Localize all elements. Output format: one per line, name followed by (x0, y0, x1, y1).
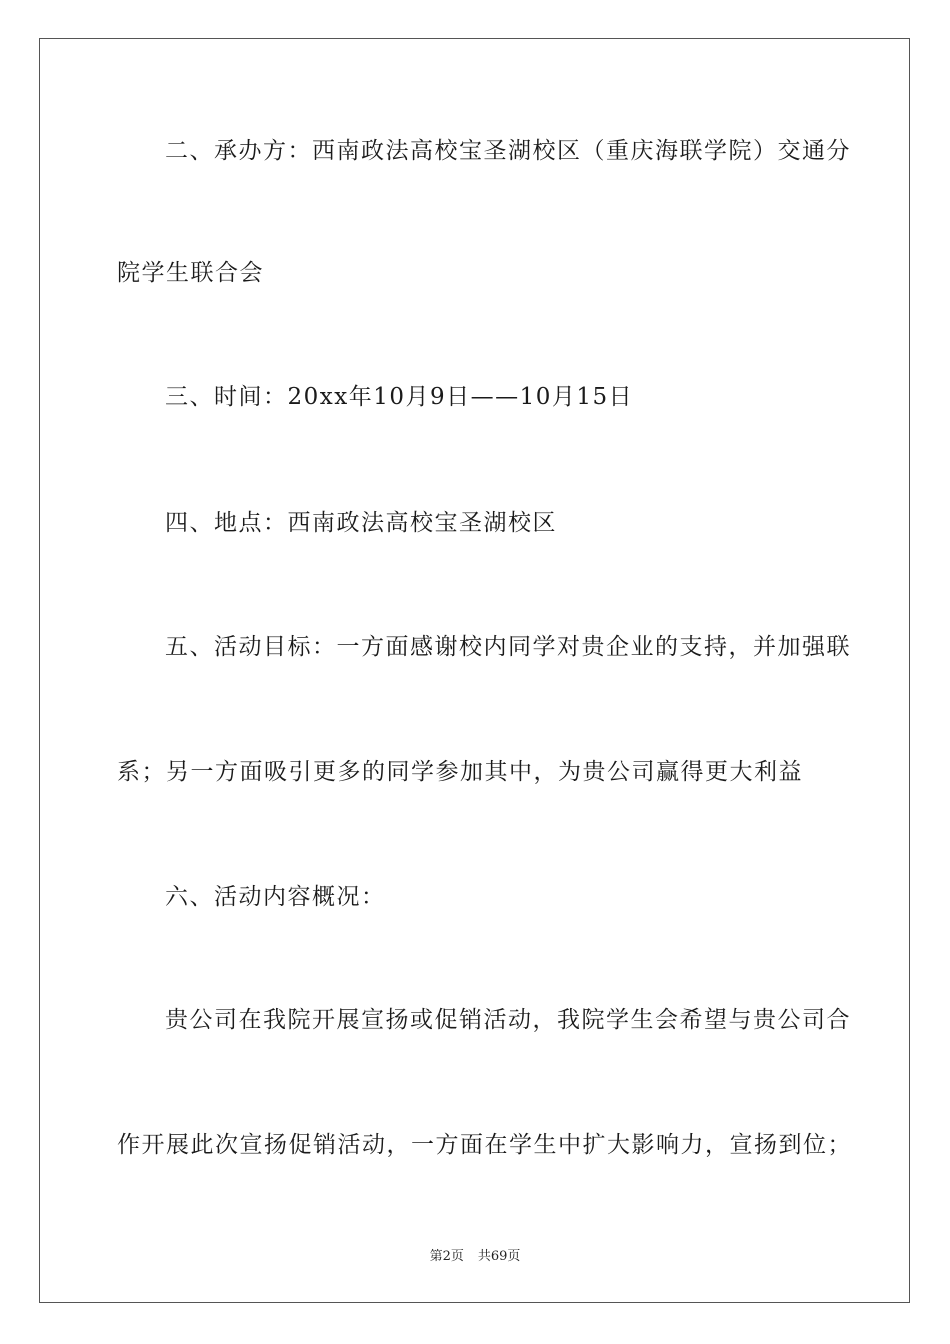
paragraph-organizer-line-1: 二、承办方：西南政法高校宝圣湖校区（重庆海联学院）交通分 (165, 138, 851, 164)
paragraph-goal-line-1: 五、活动目标：一方面感谢校内同学对贵企业的支持，并加强联 (165, 634, 851, 660)
paragraph-time: 三、时间：20xx年10月9日——10月15日 (165, 384, 634, 410)
paragraph-goal-line-2: 系；另一方面吸引更多的同学参加其中，为贵公司赢得更大利益 (117, 759, 803, 785)
page-border (39, 38, 910, 1303)
paragraph-content-line-2: 作开展此次宣扬促销活动，一方面在学生中扩大影响力，宣扬到位； (117, 1132, 852, 1158)
paragraph-organizer-line-2: 院学生联合会 (117, 260, 264, 286)
paragraph-location: 四、地点：西南政法高校宝圣湖校区 (165, 510, 557, 536)
page-number: 第2页 (429, 1249, 464, 1264)
page-footer (0, 1248, 950, 1266)
page-total: 共69页 (477, 1249, 521, 1264)
paragraph-content-heading: 六、活动内容概况： (165, 884, 386, 910)
paragraph-content-line-1: 贵公司在我院开展宣扬或促销活动，我院学生会希望与贵公司合 (165, 1007, 851, 1033)
